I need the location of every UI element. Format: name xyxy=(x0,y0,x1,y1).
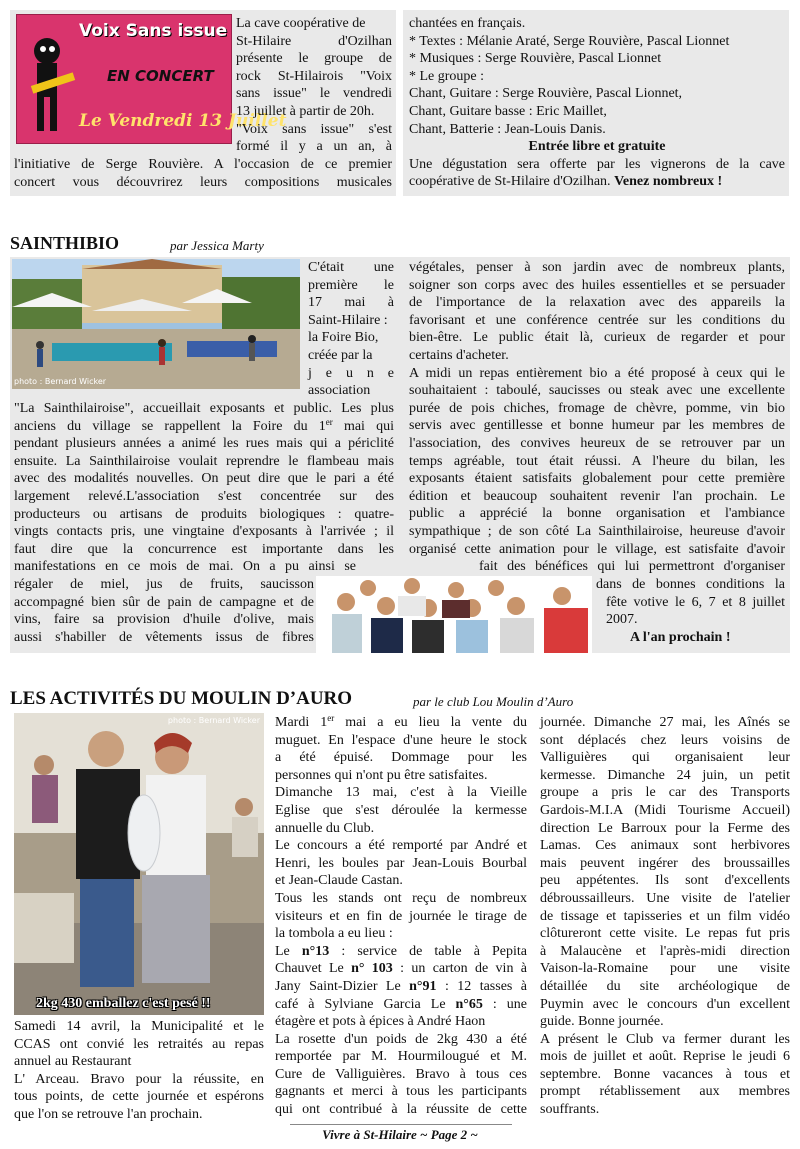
poster-title: Voix Sans issue xyxy=(79,21,228,41)
sainthibio-closing: A l'an prochain ! xyxy=(630,629,731,645)
market-photo xyxy=(12,259,300,389)
concert-poster-image xyxy=(16,14,287,144)
concert-credits: chantées en français. * Textes : Mélanie Araté, Serge Rouvière, Pascal Lionnet * Musiques : Serge Rouvière, Pascal Lionnet * Le groupe : Chant, Guitare : Serge Rouvière, Pascal Lionnet, Chant, Guitare basse : Eric Maillet, Chant, Batterie : Jean-Louis Danis. Entrée libre et gratuite Une dégustation sera offerte par les vignerons de la cave coopérative de St-Hilaire d'Ozilhan. Venez nombreux ! xyxy=(409,16,785,190)
prize-line: Le n°13 : service de table à Pepita xyxy=(275,943,528,959)
entry-free-heading: Entrée libre et gratuite xyxy=(528,139,666,155)
footer-divider xyxy=(290,1124,512,1125)
group-photo-image xyxy=(316,576,592,653)
sainthibio-body-left-bottom: régaler de miel, jus de fruits, saucisson accompagné bien sûr de pain de campagne et de vins, faire sa provision d'huile d'olive, mais aussi s'habiller de vêtements issus de fibres xyxy=(14,577,314,645)
page-footer: Vivre à St-Hilaire ~ Page 2 ~ xyxy=(322,1127,478,1142)
prize-line: Jany Saint-Dizier Le n°91 : 12 tasses à xyxy=(275,978,528,994)
market-photo-credit: photo : Bernard Wicker xyxy=(14,377,107,386)
moulin-col1: Samedi 14 avril, la Municipalité et le CCAS ont convié les retraités au repas annuel au Restaurant L' Arceau. Bravo pour la réussite, en tous points, de cette journée et espérons que l'on se retrouve l'an prochain. xyxy=(14,1019,264,1122)
moulin-photo xyxy=(14,713,264,1015)
market-photo-image xyxy=(12,259,300,389)
sainthibio-tail: dans de bonnes conditions la fête votive le 6, 7 et 8 juillet 2007. A l'an prochain ! xyxy=(596,577,785,645)
moulin-photo-image xyxy=(14,713,264,1015)
come-many: Venez nombreux ! xyxy=(614,174,723,190)
moulin-byline: par le club Lou Moulin d’Auro xyxy=(413,694,574,709)
moulin-col3: journée. Dimanche 27 mai, les Aînés se sont déplacés chez leurs voisins de Valliguières qui organisaient leur kermesse. Dimanche 24 juin, un petit groupe a pris le car des Transports Gardois-M.I.A (Midi Tourisme Accueil) direction Le Barroux pour la Ferme des Lamas. Ces animaux sont herbivores mais peuvent ingérer des broussailles peu appétentes. Ils sont d'excellents débroussailleurs. Une visite de l'atelier de tissage et tapisseries et un film vidéo clôtureront cette visite. Le repas fut pris à Malaucène et l'après-midi direction Vaison-la-Romaine pour une visite détaillée du site archéologique de Puymin avec le concours d'un excellent guide. Bonne journée. A présent le Club va fermer durant les mois de juillet et août. Reprise le jeudi 6 septembre. Bonne vacances à tous et prompt rétablissement aux membres souffrants. xyxy=(540,715,790,1118)
moulin-photo-credit: photo : Bernard Wicker xyxy=(167,716,260,725)
moulin-title: LES ACTIVITÉS DU MOULIN D’AURO xyxy=(10,688,353,709)
concert-intro-continued: l'initiative de Serge Rouvière. A l'occasion de ce premier concert vous découvrirez leurs compositions musicales xyxy=(14,157,392,190)
prize-line: café à Sylviane Garcia Le n°65 : une xyxy=(275,996,527,1012)
prize-line: Chauvet Le n° 103 : un carton de vin à xyxy=(275,961,527,977)
sainthibio-body-right: végétales, penser à son jardin avec de nombreux plants, soigner son corps avec des huiles essentielles et se persuader de l'importance de la relaxation avec des appareils la favorisant et une conférence centrée sur les conditions du bien-être. Le public était là, curieux de regarder et pour certains d'acheter. A midi un repas entièrement bio a été proposé à ceux qui le souhaitaient : taboulé, saucisses ou steak avec une excellente purée de pois chiches, fromage de chèvre, pomme, vin bio servis avec gentillesse et bonne humeur par les membres de l'association, des convives heureux de se retrouver par un temps agréable, tout était réussi. A l'heure du bilan, les exposants étaient satisfaits globalement pour cette première édition et beaucoup souhaitent revenir l'an prochain. Le public a apprécié la bonne organisation et l'ambiance sympathique ; de son côté La Sainthilairoise, heureuse d'avoir organisé cette animation pour le village, est satisfaite d'avoir fait des bénéfices qui lui permettront d'organiser xyxy=(409,260,785,575)
sainthibio-title: SAINTHIBIO xyxy=(10,233,120,253)
group-photo xyxy=(316,576,592,653)
guitarist-icon xyxy=(23,35,79,139)
concert-intro-text: La cave coopérative de St-Hilaire d'Ozilhan présente le groupe de rock St-Hilairois "Voix sans issue" le vendredi 13 juillet à partir de 20h. "Voix sans issue" s'est formé il y a un an, à xyxy=(236,16,392,155)
sainthibio-body-left: "La Sainthilairoise", accueillait exposants et public. Les plus anciens du village se rappellent la Foire du 1er mai qui pendant plusieurs années a animé les rues mais qui a périclité ensuite. La Sainthilairoise voulait reprendre le flambeau mais avec des modalités nouvelles. On peut dire que le pari a été largement relevé.L'association s'est concentrée sur des producteurs ou artisans de produits biologiques : quatre- vingts contacts pris, une vingtaine d'exposants à l'arrivée ; il faut dire que la concurrence est importante dans les manifestations en ce mois de mai. On a pu ainsi se xyxy=(14,401,394,575)
moulin-photo-caption: 2kg 430 emballez c'est pesé !! xyxy=(36,996,211,1011)
sainthibio-byline: par Jessica Marty xyxy=(170,238,264,253)
moulin-col2: Mardi 1er mai a eu lieu la vente du muguet. En l'espace d'une heure le stock a été épuisé. Dommage pour les personnes qui n'ont pu être satisfaites. Dimanche 13 mai, c'est à la Vieille Eglise que s'est déroulée la kermesse annuelle du Club. Le concours a été remporté par André et Henri, les boules par Jean-Louis Bourbal et Jean-Claude Castan. Tous les stands ont reçu de nombreux visiteurs et en fin de journée le tirage de la tombola a eu lieu : Le n°13 : service de table à Pepita Chauvet Le n° 103 : un carton de vin à Jany Saint-Dizier Le n°91 : 12 tasses à café à Sylviane Garcia Le n°65 : une étagère et pots à épices à André Haon La rosette d'un poids de 2kg 430 a été remportée par M. Hourmilougué et M. Cure de Valliguières. Bravo à tous ces gagnants et merci à tous les participants qui ont contribué à la réussite de cette xyxy=(275,713,528,1118)
sainthibio-intro: C'était une première le 17 mai à Saint-Hilaire : la Foire Bio, créée par la j e u n e association xyxy=(308,260,394,399)
poster-subtitle: EN CONCERT xyxy=(107,67,214,85)
prize-line: étagère et pots à épices à André Haon xyxy=(275,1014,486,1030)
poster-date: Le Vendredi 13 Juillet xyxy=(79,111,287,131)
